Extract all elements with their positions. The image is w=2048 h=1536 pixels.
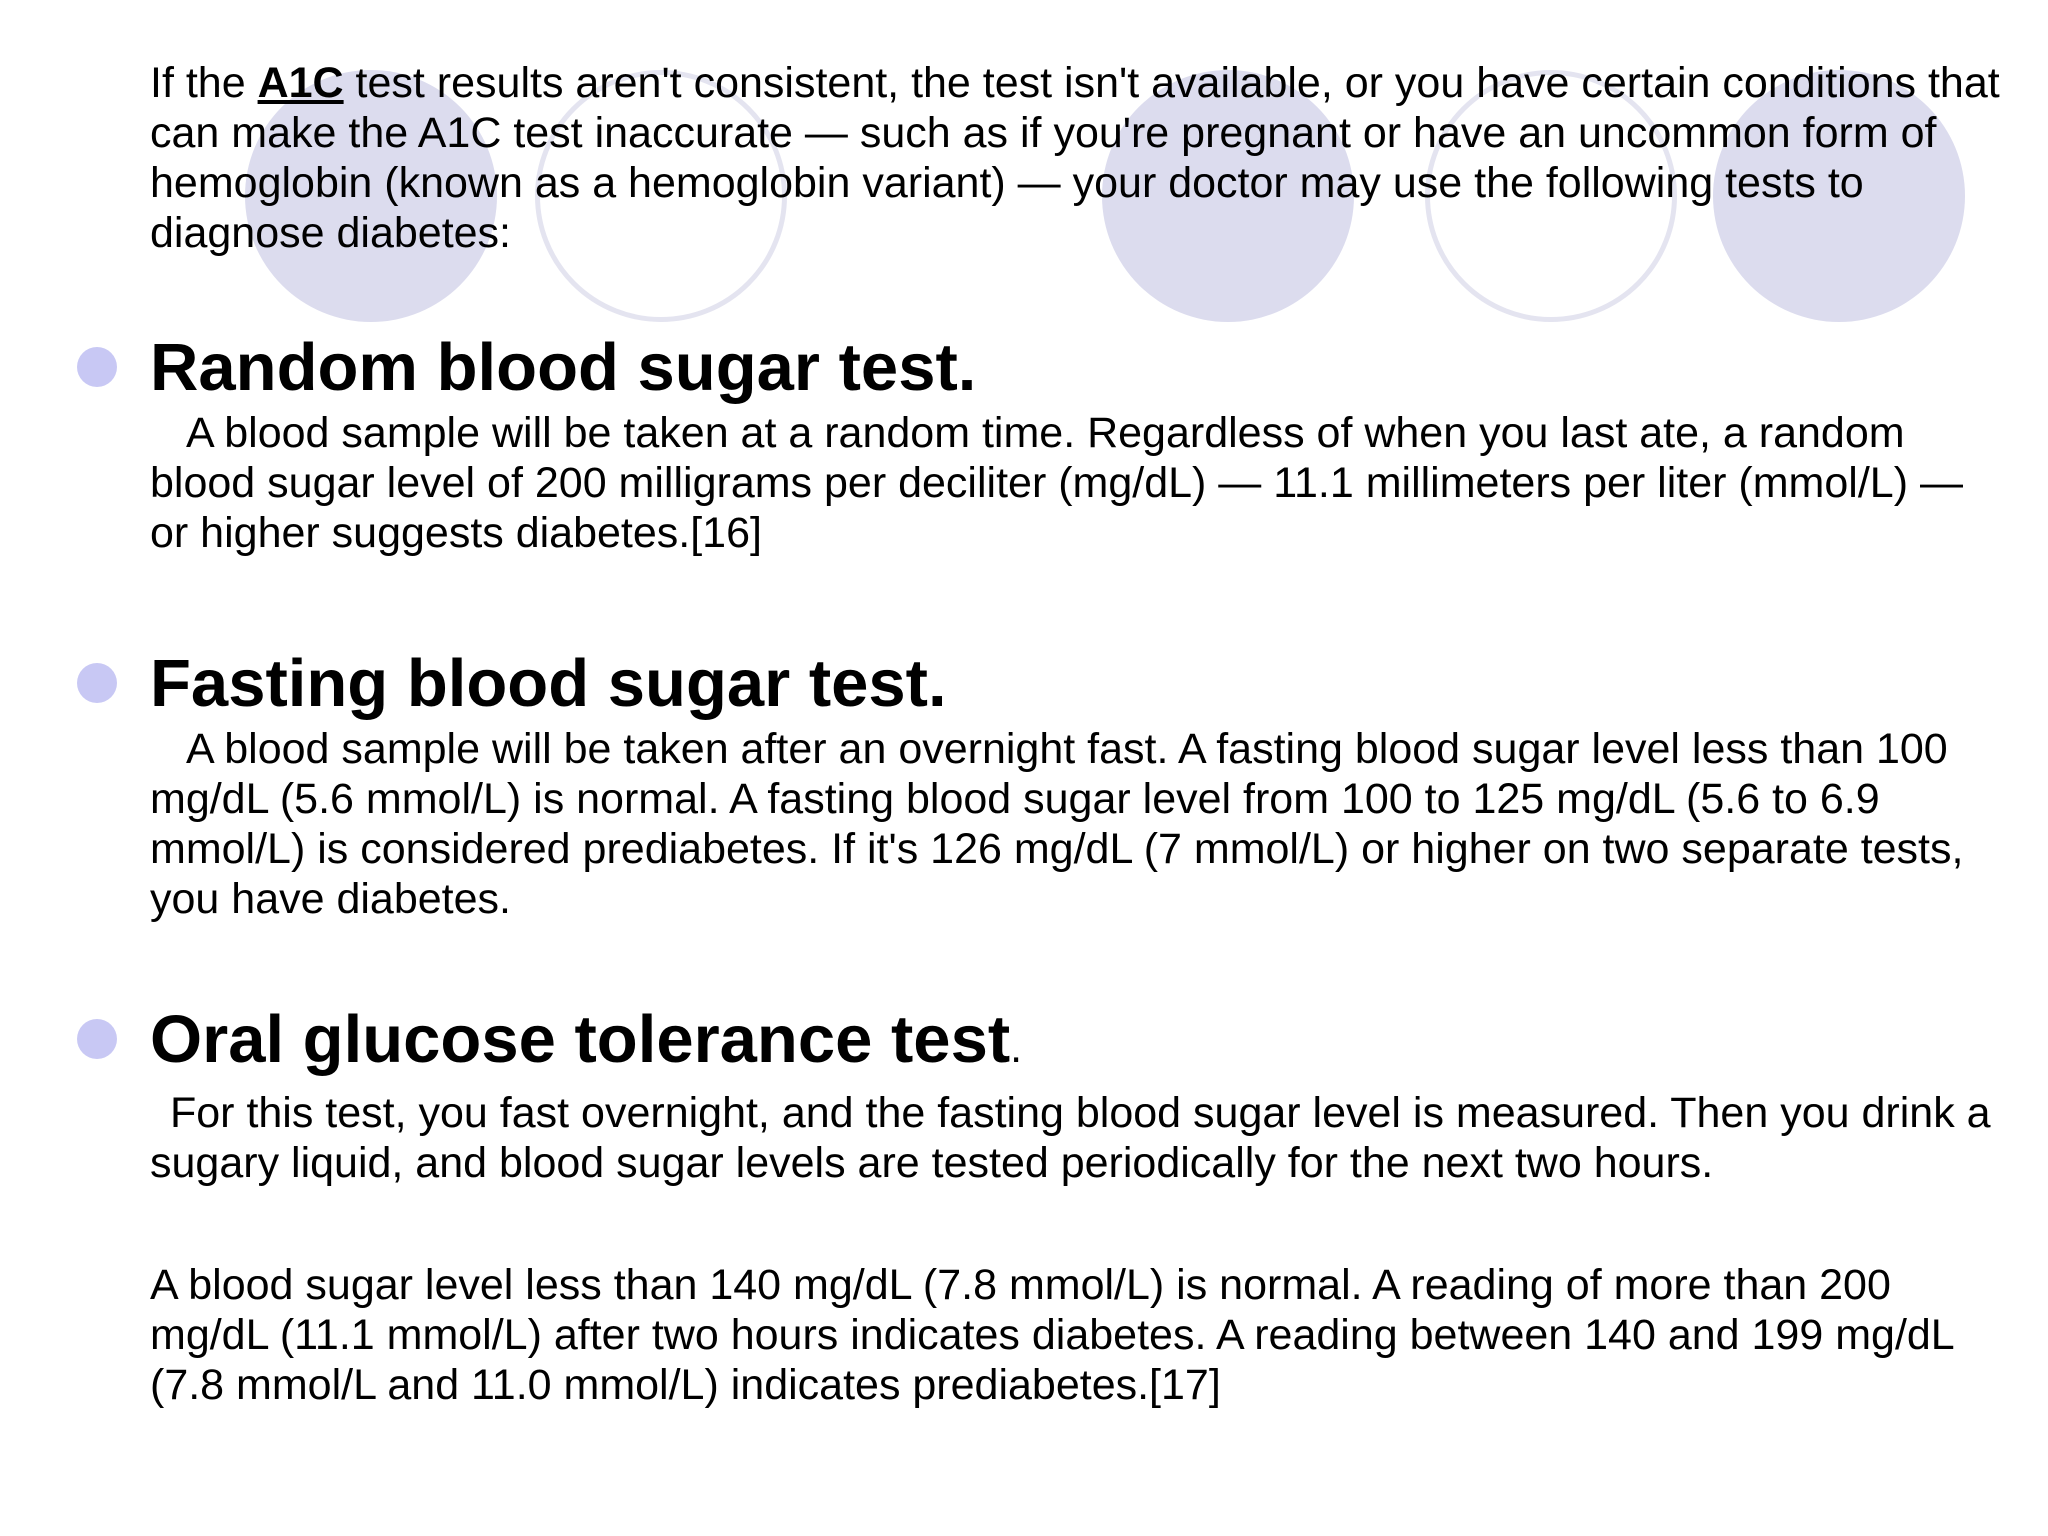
heading-suffix: .	[1010, 1024, 1023, 1072]
bullet-icon	[77, 1019, 117, 1059]
bullet-icon	[77, 347, 117, 387]
section-extra-text: A blood sugar level less than 140 mg/dL (7.8 mmol/L) is normal. A reading of more than 200 mg/dL (11.1 mmol/L) after two hours indicates diabetes. A reading between 140 and 199 mg/dL (7.8 mmol/L and 11.0 mmol/L) indicates prediabetes.[17]	[150, 1261, 1954, 1409]
section-body	[150, 1088, 2010, 1188]
section-fasting	[150, 646, 2010, 924]
intro-text: test results aren't consistent, the test isn't available, or you have certain conditions that can make the A1C test inaccurate — such as if you're pregnant or have an uncommon form of hemoglobin (known as a hemoglobin variant) — your doctor may use the following tests to diagnose diabetes:	[150, 59, 2000, 257]
section-oral-glucose	[150, 1002, 2010, 1410]
intro-prefix: If the	[150, 59, 258, 107]
section-body-text: For this test, you fast overnight, and the fasting blood sugar level is measured. Then you drink a sugary liquid, and blood sugar levels are tested periodically for the next two hours.	[150, 1089, 1991, 1187]
section-body	[150, 408, 2010, 558]
bullet-icon	[77, 663, 117, 703]
section-body-text: A blood sample will be taken after an overnight fast. A fasting blood sugar level less than 100 mg/dL (5.6 mmol/L) is normal. A fasting blood sugar level from 100 to 125 mg/dL (5.6 to 6.9 mmol/L) is considered prediabetes. If it's 126 mg/dL (7 mmol/L) or higher on two separate tests, you have diabetes.	[150, 725, 1964, 923]
section-heading: Random blood sugar test.	[150, 330, 977, 405]
section-random	[150, 330, 2010, 558]
section-heading	[150, 1002, 2010, 1086]
section-body	[150, 724, 2010, 924]
section-heading: Fasting blood sugar test.	[150, 646, 947, 721]
a1c-link[interactable]: A1C	[257, 59, 344, 107]
section-body-text: A blood sample will be taken at a random time. Regardless of when you last ate, a random blood sugar level of 200 milligrams per deciliter (mg/dL) — 11.1 millimeters per liter (mmol/L) — or higher suggests diabetes.[16]	[150, 409, 1963, 557]
intro-paragraph	[150, 58, 2010, 258]
section-heading-text: Oral glucose tolerance test	[150, 1002, 1011, 1077]
slide-content	[150, 58, 2010, 1410]
section-extra	[150, 1260, 2010, 1410]
